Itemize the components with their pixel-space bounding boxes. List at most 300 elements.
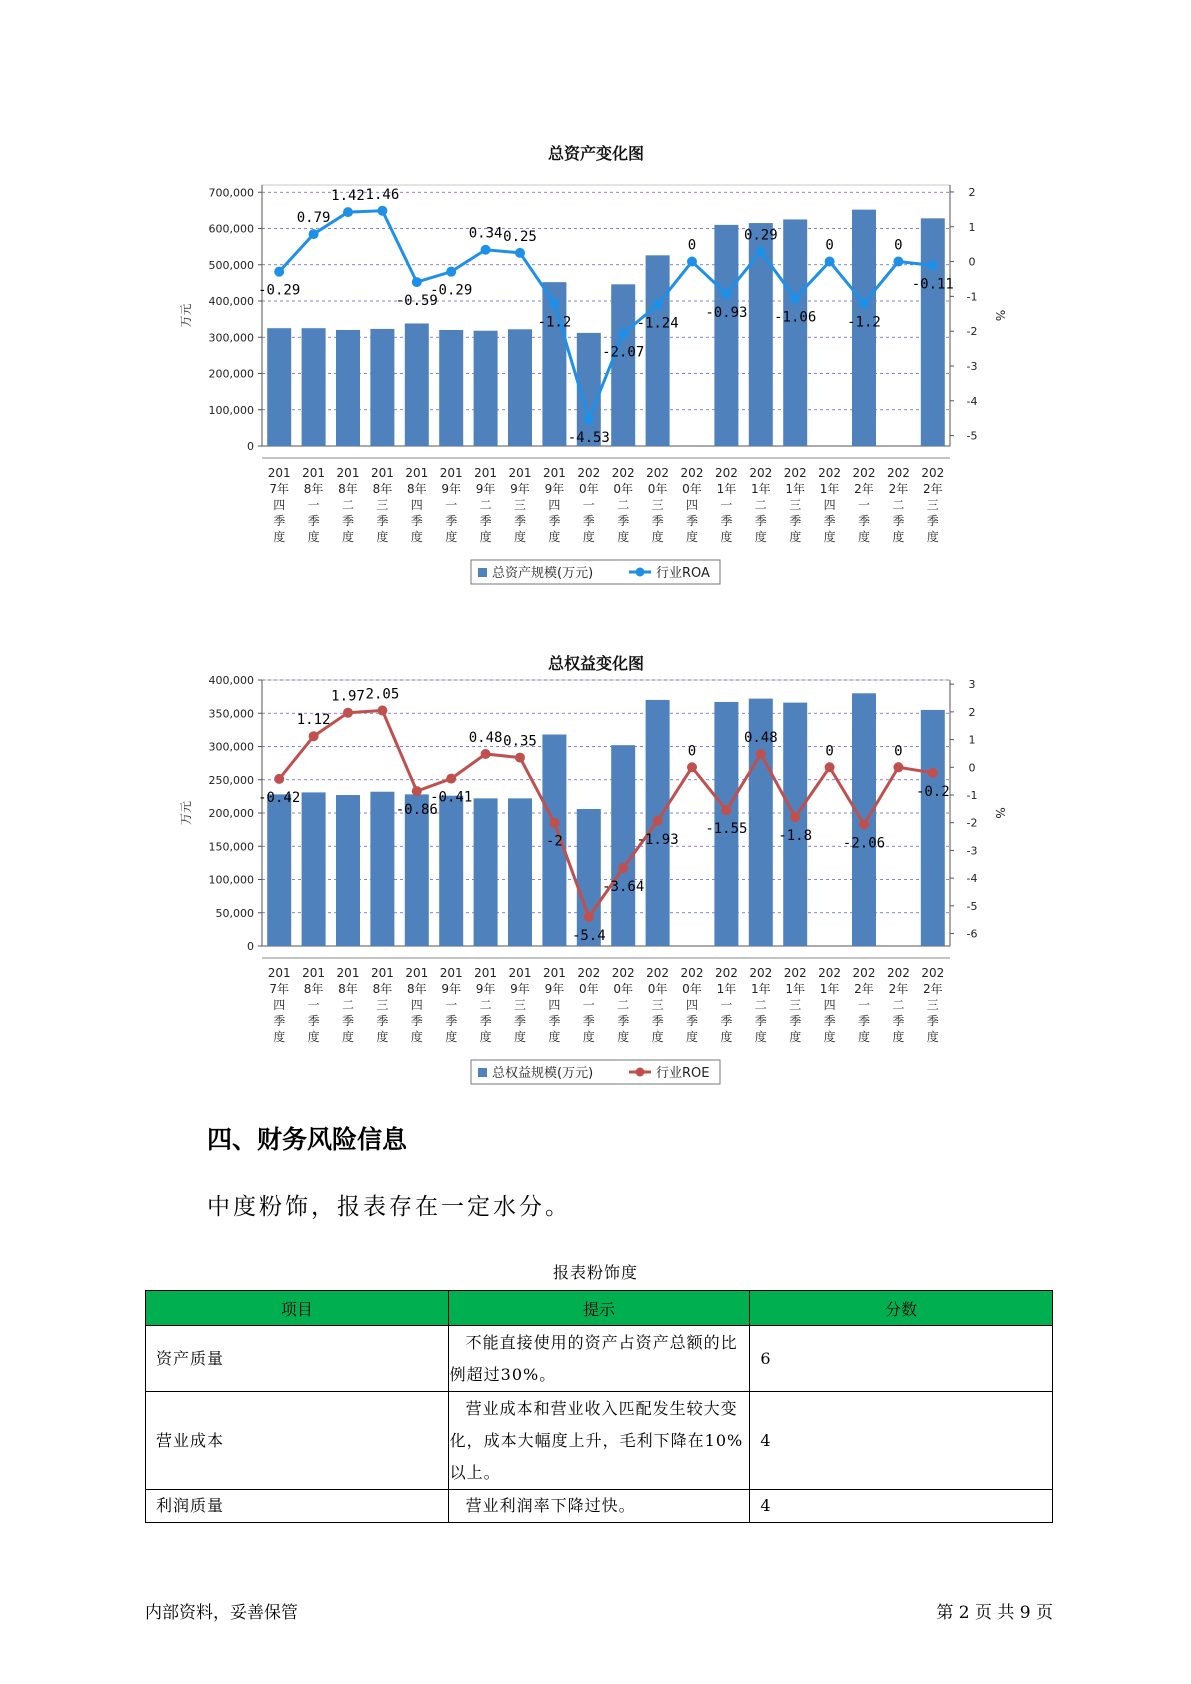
bar xyxy=(370,792,394,946)
x-tick-label: 三 xyxy=(789,498,802,512)
x-tick-label: 7年 xyxy=(269,482,290,496)
x-tick-label: 201 xyxy=(508,966,532,980)
bar xyxy=(267,328,291,446)
data-label: 0 xyxy=(825,743,834,760)
y2-tick-label: -1 xyxy=(966,788,978,802)
data-label: -0.42 xyxy=(258,789,301,806)
x-tick-label: 度 xyxy=(720,530,733,544)
series-point xyxy=(274,267,284,277)
x-tick-label: 三 xyxy=(926,998,939,1012)
x-tick-label: 度 xyxy=(651,1030,664,1044)
x-tick-label: 1年 xyxy=(750,482,771,496)
y-tick-label: 300,000 xyxy=(208,331,254,345)
x-tick-label: 四 xyxy=(410,998,423,1012)
risk-table xyxy=(145,1290,1053,1523)
bar xyxy=(921,710,945,946)
data-label: -1.8 xyxy=(778,828,813,845)
x-tick-label: 一 xyxy=(582,498,595,512)
header-hint: 提示 xyxy=(448,1291,750,1326)
data-label: 0 xyxy=(894,237,903,254)
x-tick-label: 四 xyxy=(685,998,699,1012)
x-tick-label: 202 xyxy=(886,966,910,980)
y-tick-label: 0 xyxy=(247,440,254,453)
series-point xyxy=(825,762,835,772)
x-tick-label: 季 xyxy=(582,1014,595,1028)
bar xyxy=(646,255,670,446)
x-tick-label: 202 xyxy=(714,966,738,980)
x-tick-label: 0年 xyxy=(647,982,668,996)
x-tick-label: 0年 xyxy=(578,482,599,496)
x-tick-label: 202 xyxy=(646,966,670,980)
x-tick-label: 四 xyxy=(548,998,561,1012)
x-tick-label: 度 xyxy=(651,530,664,544)
x-tick-label: 四 xyxy=(410,498,423,512)
x-tick-label: 度 xyxy=(926,530,939,544)
bar xyxy=(439,796,463,946)
y2-tick-label: 0 xyxy=(968,761,976,775)
data-label: -0.2 xyxy=(915,783,950,800)
table-row xyxy=(146,1326,1053,1392)
bar xyxy=(611,284,635,446)
x-tick-label: 9年 xyxy=(510,982,530,996)
x-tick-label: 度 xyxy=(410,1030,423,1044)
data-label: 0 xyxy=(687,743,697,760)
section-title: 四、财务风险信息 xyxy=(207,1125,408,1154)
bar xyxy=(508,798,532,946)
x-tick-label: 一 xyxy=(307,998,320,1012)
data-label: 1.97 xyxy=(331,688,365,705)
data-label: -1.93 xyxy=(636,831,679,848)
x-tick-label: 201 xyxy=(267,966,291,980)
x-tick-label: 度 xyxy=(548,530,561,544)
x-tick-label: 度 xyxy=(789,1030,802,1044)
x-tick-label: 201 xyxy=(474,966,498,980)
x-tick-label: 季 xyxy=(892,514,905,528)
x-tick-label: 季 xyxy=(410,514,423,528)
x-tick-label: 201 xyxy=(370,966,394,980)
x-tick-label: 202 xyxy=(852,466,876,480)
x-tick-label: 季 xyxy=(823,514,836,528)
x-tick-label: 202 xyxy=(749,966,773,980)
data-label: -1.24 xyxy=(636,315,679,332)
x-tick-label: 0年 xyxy=(613,482,634,496)
risk-summary: 中度粉饰，报表存在一定水分。 xyxy=(207,1194,571,1220)
data-label: 1.12 xyxy=(296,712,331,729)
x-tick-label: 201 xyxy=(542,966,566,980)
x-tick-label: 201 xyxy=(405,966,429,980)
x-tick-label: 三 xyxy=(926,498,939,512)
series-point xyxy=(549,298,559,308)
x-tick-label: 一 xyxy=(445,998,458,1012)
y2-tick-label: 3 xyxy=(968,678,976,692)
x-tick-label: 202 xyxy=(714,466,738,480)
x-tick-label: 202 xyxy=(921,466,945,480)
x-tick-label: 度 xyxy=(926,1030,939,1044)
x-tick-label: 季 xyxy=(926,514,939,528)
x-tick-label: 201 xyxy=(405,466,429,480)
x-tick-label: 一 xyxy=(720,498,733,512)
row-score: 4 xyxy=(750,1392,1053,1490)
y-tick-label: 300,000 xyxy=(208,740,254,754)
legend-bar-label: 总资产规模(万元) xyxy=(492,566,594,581)
x-tick-label: 季 xyxy=(479,514,492,528)
x-tick-label: 201 xyxy=(302,966,326,980)
bar xyxy=(783,703,807,946)
x-tick-label: 季 xyxy=(823,1014,836,1028)
y-tick-label: 200,000 xyxy=(208,367,254,381)
x-tick-label: 8年 xyxy=(372,482,393,496)
x-tick-label: 0年 xyxy=(682,982,702,996)
y2-tick-label: 2 xyxy=(968,185,976,199)
y2-tick-label: -3 xyxy=(966,844,978,858)
x-tick-label: 二 xyxy=(892,998,905,1012)
x-tick-label: 二 xyxy=(617,498,630,512)
x-tick-label: 度 xyxy=(754,1030,767,1044)
y2-tick-label: -6 xyxy=(966,927,978,941)
x-tick-label: 202 xyxy=(818,466,842,480)
data-label: -0.29 xyxy=(258,282,301,299)
total-assets-chart-svg xyxy=(0,125,1191,595)
data-label: 0.25 xyxy=(503,228,537,245)
x-tick-label: 季 xyxy=(479,1014,492,1028)
x-tick-label: 度 xyxy=(857,1030,871,1044)
bar xyxy=(508,329,532,446)
series-point xyxy=(893,762,903,772)
series-point xyxy=(825,257,835,267)
chart-title: 总权益变化图 xyxy=(547,654,645,673)
x-tick-label: 202 xyxy=(646,466,670,480)
x-tick-label: 季 xyxy=(582,514,595,528)
data-label: 2.05 xyxy=(365,686,400,703)
bar xyxy=(611,745,635,946)
x-tick-label: 季 xyxy=(720,1014,733,1028)
x-tick-label: 202 xyxy=(680,966,704,980)
x-tick-label: 9年 xyxy=(544,482,565,496)
x-tick-label: 二 xyxy=(892,498,905,512)
y-tick-label: 400,000 xyxy=(208,674,254,687)
row-item: 资产质量 xyxy=(146,1326,449,1392)
x-tick-label: 三 xyxy=(513,998,527,1012)
series-point xyxy=(790,293,800,303)
series-point xyxy=(377,206,387,216)
x-tick-label: 季 xyxy=(789,1014,802,1028)
x-tick-label: 度 xyxy=(617,530,630,544)
series-point xyxy=(687,257,697,267)
x-tick-label: 8年 xyxy=(406,982,427,996)
x-tick-label: 二 xyxy=(479,998,492,1012)
series-point xyxy=(515,248,525,258)
data-label: 0.79 xyxy=(296,210,331,227)
series-point xyxy=(481,245,491,255)
table-caption: 报表粉饰度 xyxy=(552,1263,638,1282)
bar xyxy=(336,330,360,446)
x-tick-label: 202 xyxy=(680,466,704,480)
x-tick-label: 2年 xyxy=(854,982,874,996)
x-tick-label: 1年 xyxy=(785,482,806,496)
x-tick-label: 季 xyxy=(445,514,458,528)
data-label: -2.06 xyxy=(842,835,886,852)
x-tick-label: 9年 xyxy=(441,982,462,996)
bar xyxy=(336,795,360,946)
bar xyxy=(783,219,807,446)
x-tick-label: 度 xyxy=(857,530,871,544)
data-label: -0.41 xyxy=(430,789,473,806)
x-tick-label: 度 xyxy=(445,530,458,544)
x-tick-label: 季 xyxy=(341,514,355,528)
row-item: 营业成本 xyxy=(146,1392,449,1490)
legend-line-label: 行业ROE xyxy=(656,1066,710,1081)
x-tick-label: 8年 xyxy=(338,482,358,496)
y-tick-label: 0 xyxy=(247,940,254,953)
series-point xyxy=(343,708,353,718)
x-tick-label: 1年 xyxy=(750,982,771,996)
x-tick-label: 9年 xyxy=(441,482,462,496)
data-label: 0 xyxy=(894,743,903,760)
series-point xyxy=(446,267,456,277)
x-tick-label: 季 xyxy=(273,514,286,528)
x-tick-label: 季 xyxy=(513,514,527,528)
x-tick-label: 三 xyxy=(376,498,389,512)
data-label: -1.06 xyxy=(774,309,817,326)
y2-tick-label: -2 xyxy=(966,325,978,339)
x-tick-label: 7年 xyxy=(269,982,290,996)
y2-tick-label: 1 xyxy=(968,733,976,747)
x-tick-label: 0年 xyxy=(613,982,634,996)
y-tick-label: 100,000 xyxy=(208,403,254,417)
x-tick-label: 四 xyxy=(685,498,699,512)
bar xyxy=(405,323,429,446)
series-point xyxy=(584,912,594,922)
x-tick-label: 季 xyxy=(651,1014,664,1028)
x-tick-label: 三 xyxy=(376,998,389,1012)
x-tick-label: 度 xyxy=(823,1030,836,1044)
y2-tick-label: -5 xyxy=(966,899,978,913)
series-point xyxy=(412,277,422,287)
bar xyxy=(474,331,498,446)
y-axis-label: 万元 xyxy=(179,800,193,826)
y2-tick-label: -2 xyxy=(966,816,978,830)
y-axis-label: 万元 xyxy=(179,303,193,328)
x-tick-label: 度 xyxy=(685,530,699,544)
x-tick-label: 202 xyxy=(783,466,807,480)
x-tick-label: 度 xyxy=(823,530,836,544)
x-tick-label: 201 xyxy=(508,466,532,480)
x-tick-label: 2年 xyxy=(854,482,874,496)
bar xyxy=(439,330,463,446)
row-hint: 营业成本和营业收入匹配发生较大变化，成本大幅度上升，毛利下降在10%以上。 xyxy=(448,1392,750,1490)
x-tick-label: 度 xyxy=(548,1030,561,1044)
series-point xyxy=(515,753,525,763)
x-tick-label: 9年 xyxy=(475,482,496,496)
x-tick-label: 四 xyxy=(823,998,836,1012)
x-tick-label: 度 xyxy=(307,530,320,544)
y2-tick-label: 0 xyxy=(968,255,976,269)
x-tick-label: 度 xyxy=(445,1030,458,1044)
x-tick-label: 8年 xyxy=(372,982,393,996)
x-tick-label: 二 xyxy=(479,498,492,512)
x-tick-label: 8年 xyxy=(338,982,358,996)
x-tick-label: 9年 xyxy=(510,482,530,496)
x-tick-label: 201 xyxy=(267,466,291,480)
series-point xyxy=(756,246,766,256)
x-tick-label: 201 xyxy=(439,966,463,980)
x-tick-label: 度 xyxy=(582,530,595,544)
x-tick-label: 202 xyxy=(783,966,807,980)
x-tick-label: 度 xyxy=(479,530,492,544)
row-score: 6 xyxy=(750,1326,1053,1392)
bar xyxy=(714,225,738,446)
x-tick-label: 1年 xyxy=(819,982,840,996)
data-label: 1.42 xyxy=(331,188,365,205)
x-tick-label: 季 xyxy=(307,1014,320,1028)
series-point xyxy=(756,749,766,759)
data-label: -0.93 xyxy=(705,304,748,321)
x-tick-label: 202 xyxy=(886,466,910,480)
x-tick-label: 度 xyxy=(892,1030,905,1044)
table-row xyxy=(146,1490,1053,1523)
data-label: 0 xyxy=(825,237,834,254)
x-tick-label: 四 xyxy=(548,498,561,512)
x-tick-label: 季 xyxy=(617,1014,630,1028)
data-label: -2 xyxy=(545,833,563,850)
y-tick-label: 400,000 xyxy=(208,295,254,308)
series-point xyxy=(549,818,559,828)
row-hint: 营业利润率下降过快。 xyxy=(448,1490,750,1523)
x-tick-label: 季 xyxy=(789,514,802,528)
data-label: -1.2 xyxy=(537,314,572,331)
legend-bar-label: 总权益规模(万元) xyxy=(492,1066,594,1081)
x-tick-label: 度 xyxy=(720,1030,733,1044)
y2-tick-label: 2 xyxy=(968,705,976,719)
x-tick-label: 季 xyxy=(376,1014,389,1028)
x-tick-label: 季 xyxy=(445,1014,458,1028)
x-tick-label: 2年 xyxy=(922,482,943,496)
x-tick-label: 度 xyxy=(479,1030,492,1044)
data-label: -5.4 xyxy=(571,927,606,944)
y2-tick-label: -4 xyxy=(966,394,978,408)
data-label: 0.48 xyxy=(468,729,503,746)
legend-bar-swatch xyxy=(478,1068,487,1077)
x-tick-label: 202 xyxy=(921,966,945,980)
x-tick-label: 二 xyxy=(341,998,355,1012)
x-tick-label: 201 xyxy=(336,966,360,980)
y-tick-label: 50,000 xyxy=(215,906,254,920)
x-tick-label: 季 xyxy=(651,514,664,528)
x-tick-label: 0年 xyxy=(682,482,702,496)
y2-tick-label: -5 xyxy=(966,429,978,443)
series-point xyxy=(928,260,938,270)
bar xyxy=(302,328,326,446)
x-tick-label: 二 xyxy=(754,498,767,512)
series-point xyxy=(653,300,663,310)
data-label: -3.64 xyxy=(602,879,645,896)
x-tick-label: 度 xyxy=(376,530,389,544)
y-tick-label: 500,000 xyxy=(208,258,254,272)
x-tick-label: 三 xyxy=(789,998,802,1012)
series-point xyxy=(309,229,319,239)
bar xyxy=(302,792,326,946)
x-tick-label: 三 xyxy=(651,498,664,512)
data-label: 0 xyxy=(687,237,697,254)
x-tick-label: 202 xyxy=(577,966,601,980)
series-point xyxy=(481,749,491,759)
x-tick-label: 季 xyxy=(548,1014,561,1028)
series-point xyxy=(584,414,594,424)
data-label: 0.48 xyxy=(743,729,778,746)
x-tick-label: 201 xyxy=(336,466,360,480)
x-tick-label: 度 xyxy=(307,1030,320,1044)
footer-confidential: 内部资料，妥善保管 xyxy=(145,1603,298,1623)
x-tick-label: 202 xyxy=(818,966,842,980)
x-tick-label: 1年 xyxy=(716,482,737,496)
data-label: -1.2 xyxy=(847,314,881,331)
total-assets-chart xyxy=(0,125,1191,595)
x-tick-label: 一 xyxy=(445,498,458,512)
x-tick-label: 季 xyxy=(341,1014,355,1028)
x-tick-label: 2年 xyxy=(888,982,909,996)
y2-tick-label: -1 xyxy=(966,290,978,304)
y-tick-label: 200,000 xyxy=(208,807,254,820)
x-tick-label: 度 xyxy=(273,530,286,544)
x-tick-label: 202 xyxy=(577,466,601,480)
x-tick-label: 二 xyxy=(754,998,767,1012)
header-score: 分数 xyxy=(750,1291,1053,1326)
y-tick-label: 100,000 xyxy=(208,873,254,887)
y2-axis-label: % xyxy=(993,309,1007,322)
x-tick-label: 一 xyxy=(307,498,320,512)
x-tick-label: 0年 xyxy=(647,482,668,496)
series-point xyxy=(928,768,938,778)
x-tick-label: 度 xyxy=(376,1030,389,1044)
x-tick-label: 度 xyxy=(754,530,767,544)
series-point xyxy=(859,298,869,308)
y-tick-label: 350,000 xyxy=(208,707,254,721)
x-tick-label: 度 xyxy=(685,1030,699,1044)
x-tick-label: 一 xyxy=(857,498,871,512)
series-point xyxy=(377,705,387,715)
y-tick-label: 700,000 xyxy=(208,186,254,200)
footer-page-number: 第 2 页 共 9 页 xyxy=(936,1603,1053,1623)
x-tick-label: 1年 xyxy=(819,482,840,496)
x-tick-label: 度 xyxy=(273,1030,286,1044)
x-tick-label: 202 xyxy=(749,466,773,480)
x-tick-label: 8年 xyxy=(406,482,427,496)
data-label: -0.11 xyxy=(911,276,954,293)
series-point xyxy=(343,207,353,217)
data-label: 0.35 xyxy=(503,733,537,750)
x-tick-label: 三 xyxy=(651,998,664,1012)
series-point xyxy=(446,774,456,784)
x-tick-label: 四 xyxy=(273,998,286,1012)
bar xyxy=(577,809,601,946)
data-label: -1.55 xyxy=(705,821,748,838)
chart-title: 总资产变化图 xyxy=(547,144,645,163)
data-label: -0.59 xyxy=(395,293,438,310)
y2-axis-label: % xyxy=(993,807,1007,819)
x-tick-label: 度 xyxy=(617,1030,630,1044)
y-tick-label: 150,000 xyxy=(208,840,254,854)
x-tick-label: 度 xyxy=(582,1030,595,1044)
x-tick-label: 201 xyxy=(370,466,394,480)
series-point xyxy=(274,774,284,784)
x-tick-label: 1年 xyxy=(785,982,806,996)
x-tick-label: 度 xyxy=(341,1030,355,1044)
x-tick-label: 季 xyxy=(548,514,561,528)
x-tick-label: 季 xyxy=(307,514,320,528)
series-point xyxy=(618,863,628,873)
x-tick-label: 度 xyxy=(513,1030,527,1044)
bar xyxy=(921,218,945,446)
